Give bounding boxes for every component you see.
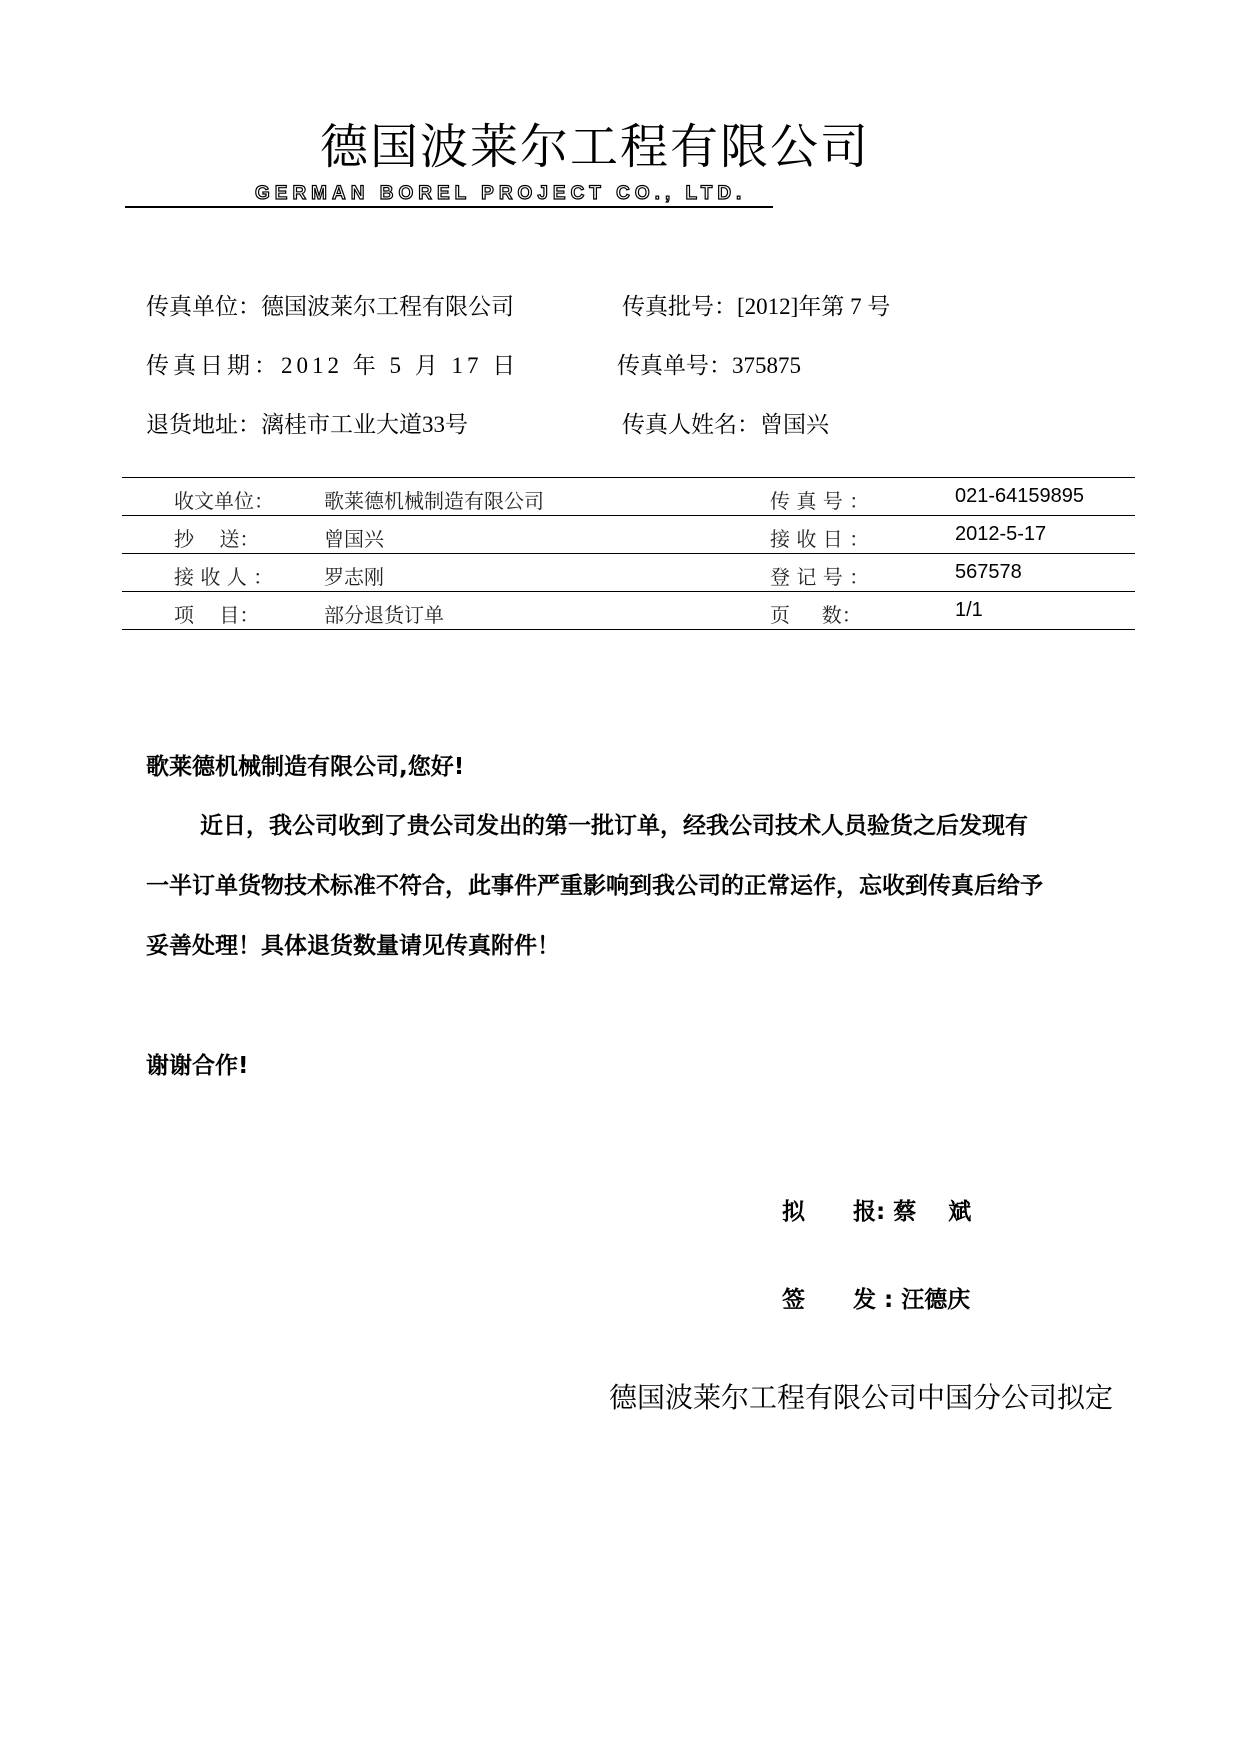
closing: 谢谢合作! [146, 1053, 249, 1079]
table-value: 罗志刚 [324, 565, 384, 589]
table-value: 021-64159895 [955, 485, 1085, 507]
return-address: 退货地址：漓桂市工业大道33号 [146, 412, 468, 437]
table-label: 接 收 日 ： [770, 527, 870, 551]
table-label: 登 记 号 ： [770, 565, 870, 589]
greeting: 歌莱德机械制造有限公司,您好! [146, 754, 465, 780]
drafted-by: 拟 报: 蔡 斌 [782, 1199, 972, 1225]
issued-by: 签 发 : 汪德庆 [782, 1287, 971, 1313]
table-label: 抄 送： [174, 527, 260, 551]
table-value: 2012-5-17 [955, 523, 1047, 545]
fax-date: 传真日期：2012 年 5 月 17 日 [146, 353, 520, 378]
body-paragraph-line: 近日，我公司收到了贵公司发出的第一批订单，经我公司技术人员验货之后发现有 [200, 813, 1028, 839]
header-divider [125, 206, 773, 208]
table-label: 接 收 人 ： [174, 565, 274, 589]
table-row [122, 591, 1135, 630]
table-label: 传 真 号 ： [770, 489, 870, 513]
fax-batch-number: 传真批号：[2012]年第 7 号 [622, 294, 891, 319]
body-paragraph-line: 妥善处理！具体退货数量请见传真附件！ [146, 933, 560, 959]
table-value: 部分退货订单 [324, 603, 444, 627]
fax-unit: 传真单位：德国波莱尔工程有限公司 [146, 294, 514, 319]
table-label: 页 数： [770, 603, 862, 627]
table-row [122, 553, 1135, 591]
table-value: 曾国兴 [324, 527, 384, 551]
fax-number: 传真单号：375875 [617, 353, 801, 378]
fax-info-table [122, 477, 1135, 630]
table-value: 567578 [955, 561, 1022, 583]
body-paragraph-line: 一半订单货物技术标准不符合，此事件严重影响到我公司的正常运作，忘收到传真后给予 [146, 873, 1043, 899]
table-label: 收文单位： [174, 489, 274, 513]
table-value: 1/1 [955, 599, 983, 621]
footer-drafted-note: 德国波莱尔工程有限公司中国分公司拟定 [608, 1381, 1113, 1414]
fax-sender-name: 传真人姓名：曾国兴 [622, 412, 829, 437]
table-label: 项 目： [174, 603, 260, 627]
table-row [122, 477, 1135, 515]
company-name-cn: 德国波莱尔工程有限公司 [319, 119, 870, 175]
table-row [122, 515, 1135, 553]
table-value: 歌莱德机械制造有限公司 [324, 489, 544, 513]
company-name-en: GERMAN BOREL PROJECT CO., LTD. [255, 183, 747, 204]
